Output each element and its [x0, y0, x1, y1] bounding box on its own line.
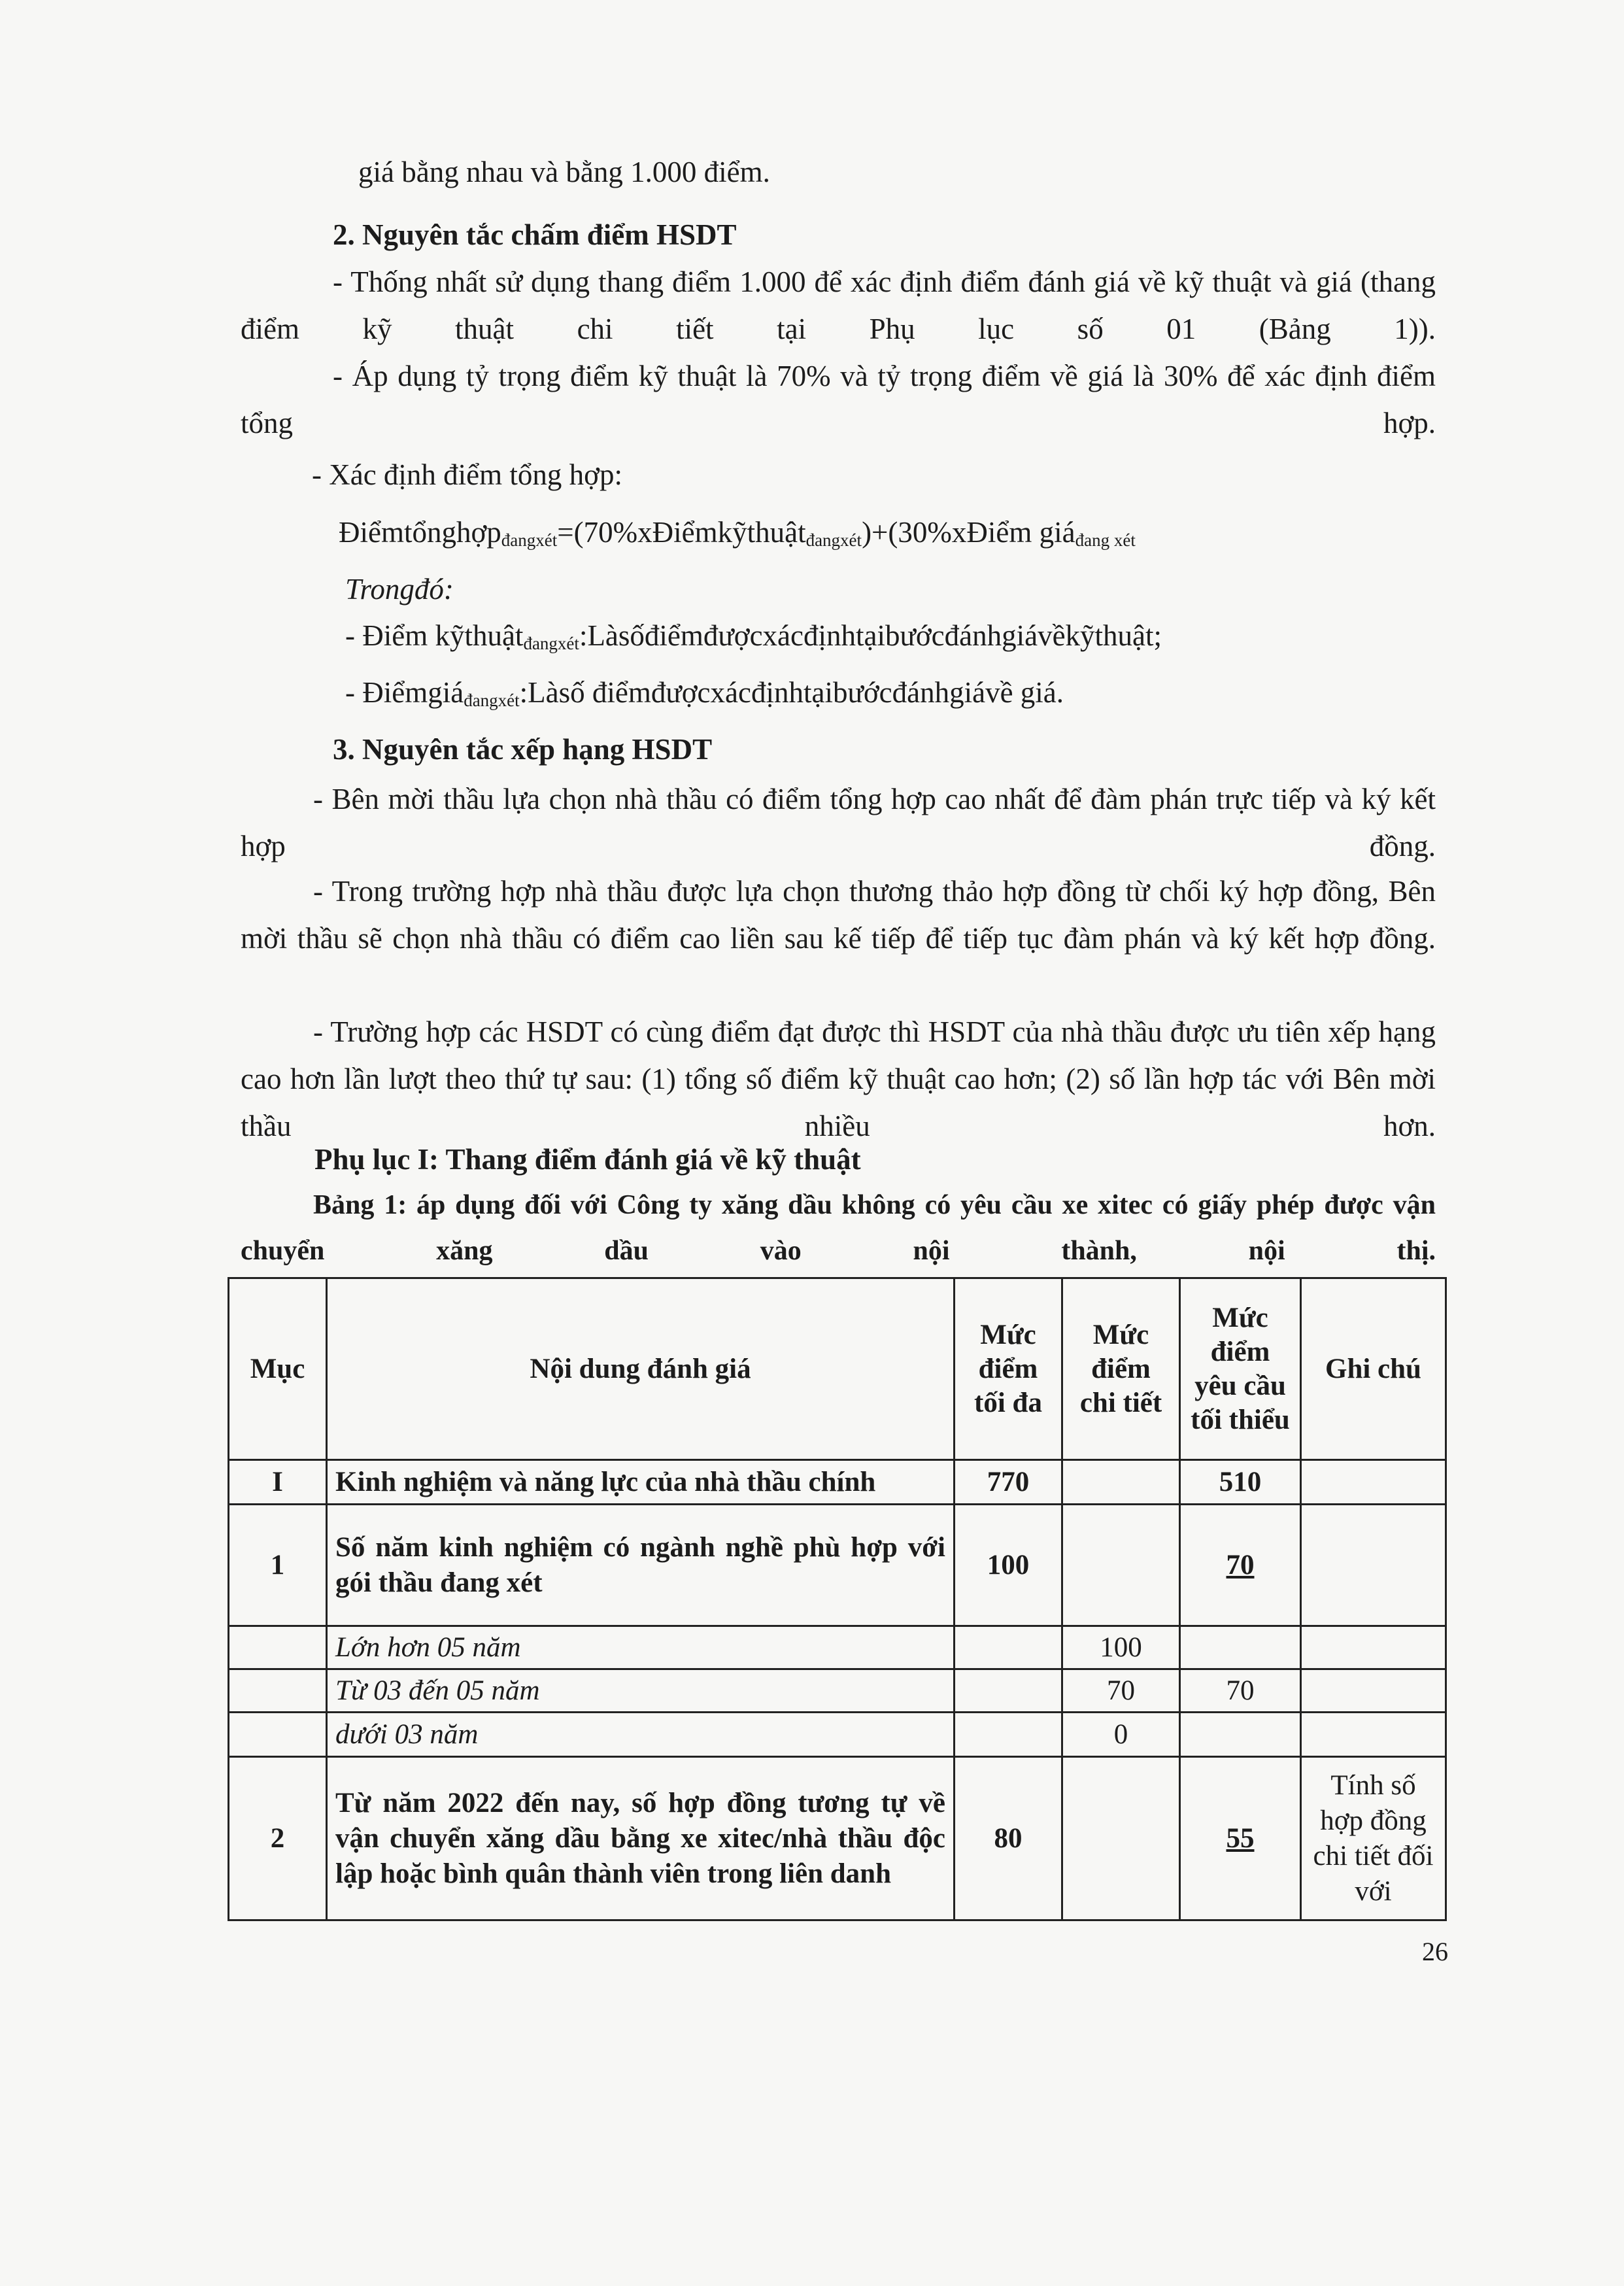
cell-chitiet: 100	[1062, 1626, 1180, 1669]
cell-chitiet: 0	[1062, 1713, 1180, 1757]
cell-ghichu	[1301, 1460, 1446, 1505]
label-where: Trongđó:	[345, 573, 454, 606]
definition-price-score	[345, 669, 1064, 724]
def1-sub: đangxét	[523, 634, 579, 653]
cell-toithieu: 70	[1180, 1669, 1301, 1713]
formula-part-a: Điểmtổnghợp	[339, 516, 501, 549]
heading-ranking-principles: 3. Nguyên tắc xếp hạng HSDT	[333, 733, 713, 766]
header-chitiet: Mức điểm chi tiết	[1062, 1278, 1180, 1460]
cell-muc	[229, 1669, 327, 1713]
formula-part-c: )+(30%xĐiểm giá	[862, 516, 1075, 549]
cell-toithieu: 510	[1180, 1460, 1301, 1505]
heading-scoring-principles: 2. Nguyên tắc chấm điểm HSDT	[333, 218, 737, 251]
table-caption: Bảng 1: áp dụng đối với Công ty xăng dầu không có yêu cầu xe xitec có giấy phép được vận chuyển xăng dầu vào nội thành, nội thị.	[241, 1190, 1436, 1266]
paragraph-scale: - Thống nhất sử dụng thang điểm 1.000 để xác định điểm đánh giá về kỹ thuật và giá (thang điểm kỹ thuật chi tiết tại Phụ lục số 01 (Bảng 1)).	[241, 265, 1436, 345]
cell-muc	[229, 1713, 327, 1757]
header-ghichu: Ghi chú	[1301, 1278, 1446, 1460]
page-number: 26	[1422, 1937, 1448, 1966]
cell-noidung: Kinh nghiệm và năng lực của nhà thầu chính	[327, 1460, 955, 1505]
formula-sub-b: đangxét	[805, 530, 862, 550]
table-row	[229, 1626, 1446, 1669]
cell-noidung: Từ năm 2022 đến nay, số hợp đồng tương tự về vận chuyển xăng dầu bằng xe xitec/nhà thầu độc lập hoặc bình quân thành viên trong liên danh	[327, 1757, 955, 1920]
paragraph-highest-score: - Bên mời thầu lựa chọn nhà thầu có điểm tổng hợp cao nhất để đàm phán trực tiếp và ký kết hợp đồng.	[241, 783, 1436, 862]
technical-score-table	[228, 1277, 1447, 1921]
cell-toida	[955, 1713, 1062, 1757]
header-muc: Mục	[229, 1278, 327, 1460]
paragraph-weights: - Áp dụng tỷ trọng điểm kỹ thuật là 70% và tỷ trọng điểm về giá là 30% để xác định điểm tổng hợp.	[241, 360, 1436, 439]
appendix-title: Phụ lục I: Thang điểm đánh giá về kỹ thuật	[314, 1143, 861, 1176]
header-toida: Mức điểm tối đa	[955, 1278, 1062, 1460]
cell-chitiet	[1062, 1757, 1180, 1920]
def1-term: - Điểm kỹthuật	[345, 619, 524, 652]
cell-ghichu	[1301, 1626, 1446, 1669]
cell-muc: 2	[229, 1757, 327, 1920]
header-noidung: Nội dung đánh giá	[327, 1278, 955, 1460]
def2-term: - Điểmgiá	[345, 676, 464, 709]
cell-toida: 770	[955, 1460, 1062, 1505]
formula-sub-a: đangxét	[501, 530, 558, 550]
cell-toithieu	[1180, 1713, 1301, 1757]
cell-muc: I	[229, 1460, 327, 1505]
formula-total-score	[339, 509, 1136, 564]
cell-ghichu	[1301, 1713, 1446, 1757]
def1-text: :Làsốđiểmđượcxácđịnhtạibướcđánhgiávềkỹthuật;	[579, 619, 1162, 652]
cell-noidung: Số năm kinh nghiệm có ngành nghề phù hợp với gói thầu đang xét	[327, 1505, 955, 1626]
cell-chitiet: 70	[1062, 1669, 1180, 1713]
table-header-row	[229, 1278, 1446, 1460]
cell-muc: 1	[229, 1505, 327, 1626]
cell-ghichu: Tính số hợp đồng chi tiết đối với	[1301, 1757, 1446, 1920]
cell-toithieu: 70	[1180, 1505, 1301, 1626]
formula-sub-c: đang xét	[1075, 530, 1136, 550]
cell-noidung: Lớn hơn 05 năm	[327, 1626, 955, 1669]
cell-toithieu	[1180, 1626, 1301, 1669]
table-row	[229, 1505, 1446, 1626]
cell-toithieu: 55	[1180, 1757, 1301, 1920]
paragraph-continuation: giá bằng nhau và bằng 1.000 điểm.	[358, 156, 770, 188]
def2-text: :Làsố điểmđượcxácđịnhtạibướcđánhgiávề giá.	[519, 676, 1064, 709]
cell-toida: 80	[955, 1757, 1062, 1920]
cell-ghichu	[1301, 1669, 1446, 1713]
table-row	[229, 1713, 1446, 1757]
formula-part-b: =(70%xĐiểmkỹthuật	[557, 516, 806, 549]
cell-muc	[229, 1626, 327, 1669]
cell-toida: 100	[955, 1505, 1062, 1626]
cell-ghichu	[1301, 1505, 1446, 1626]
cell-noidung: Từ 03 đến 05 năm	[327, 1669, 955, 1713]
table-row	[229, 1460, 1446, 1505]
header-toithieu: Mức điểm yêu cầu tối thiểu	[1180, 1278, 1301, 1460]
table-row	[229, 1757, 1446, 1920]
cell-chitiet	[1062, 1505, 1180, 1626]
definition-technical-score	[345, 612, 1162, 667]
cell-toida	[955, 1669, 1062, 1713]
paragraph-refusal: - Trong trường hợp nhà thầu được lựa chọn thương thảo hợp đồng từ chối ký hợp đồng, Bên mời thầu sẽ chọn nhà thầu có điểm cao liền sau kế tiếp để tiếp tục đàm phán và ký kết hợp đồng.	[241, 875, 1436, 955]
def2-sub: đangxét	[464, 691, 520, 710]
paragraph-determine-total: - Xác định điểm tổng hợp:	[312, 458, 622, 491]
cell-noidung: dưới 03 năm	[327, 1713, 955, 1757]
cell-chitiet	[1062, 1460, 1180, 1505]
paragraph-tie-break: - Trường hợp các HSDT có cùng điểm đạt được thì HSDT của nhà thầu được ưu tiên xếp hạng cao hơn lần lượt theo thứ tự sau: (1) tổng số điểm kỹ thuật cao hơn; (2) số lần hợp tác với Bên mời thầu nhiều hơn.	[241, 1015, 1436, 1142]
cell-toida	[955, 1626, 1062, 1669]
table-row	[229, 1669, 1446, 1713]
